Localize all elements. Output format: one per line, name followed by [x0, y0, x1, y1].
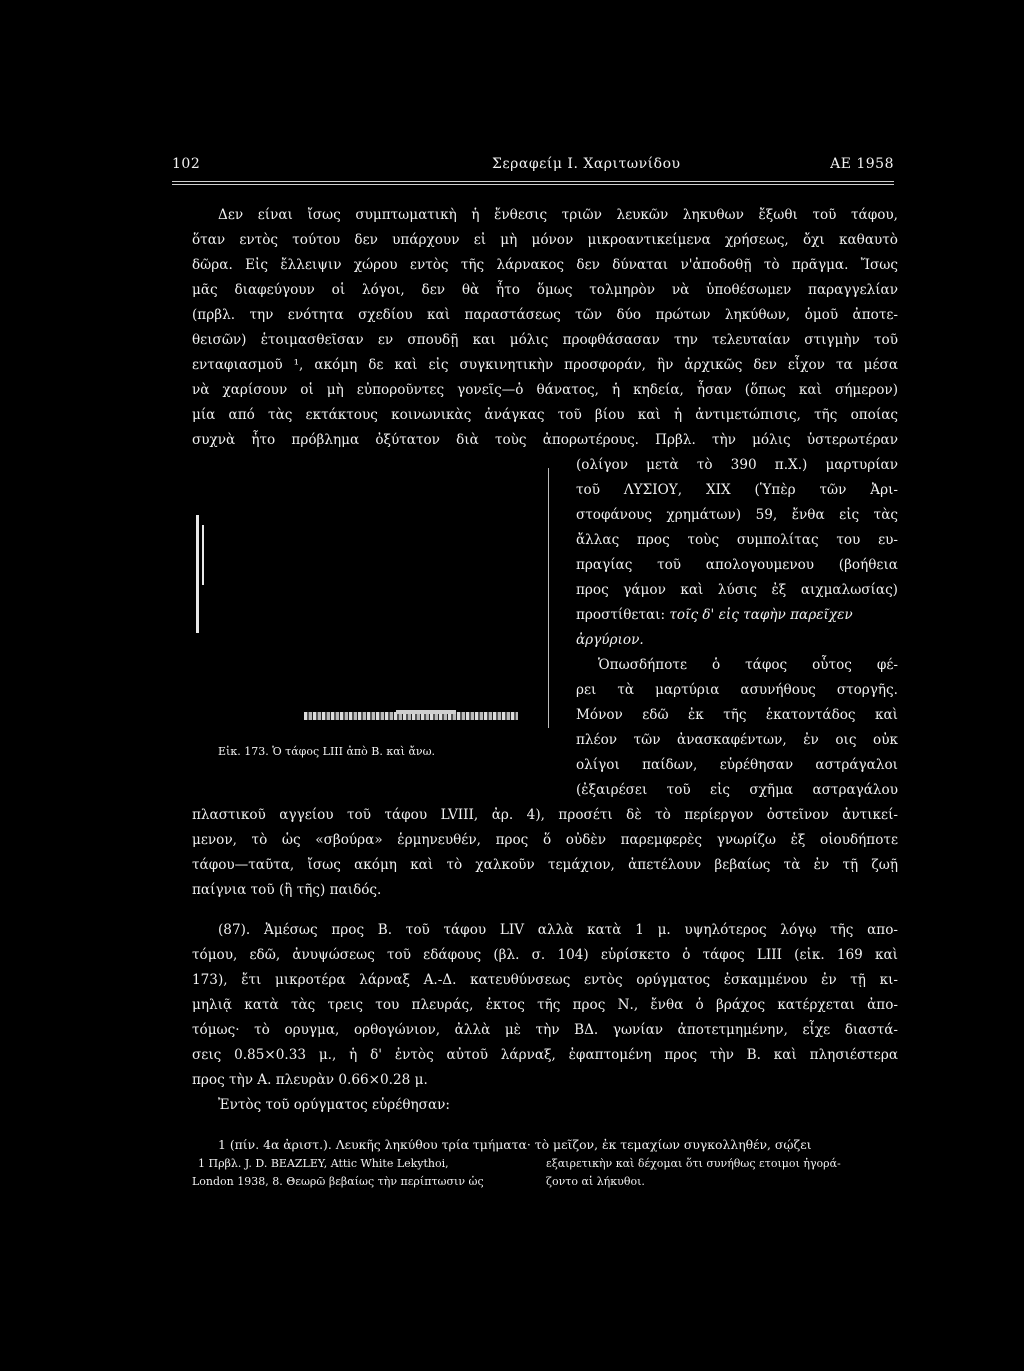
text-line: δῶρα. Εἰς ἔλλειψιν χώρου εντὸς τῆς λάρνακος δεν δύναται ν'ἀποδοθῇ τὸ πρᾶγμα. Ἴσως — [192, 257, 898, 273]
running-journal: ΑΕ 1958 — [830, 156, 894, 172]
text-line: συχνὰ ἦτο πρόβλημα ὀξύτατον διὰ τοὺς ἀπορωτέρους. Πρβλ. τὴν μόλις ὑστερωτέραν — [192, 432, 898, 448]
column-line — [576, 630, 898, 650]
figure-photo-ground — [396, 710, 456, 714]
header-rule-double — [172, 184, 894, 185]
quotation-italic-end: ἀργύριον. — [576, 632, 644, 648]
text-line: μενον, τὸ ὡς «σβούρα» ἑρμηνευθέν, προς ὅ οὐδὲν παρεμφερὲς γνωρίζω ἐξ οἱουδήποτε — [192, 832, 898, 848]
figure-173-photo — [196, 515, 526, 730]
text-line: ὅταν εντὸς τούτου δεν υπάρχουν εἰ μὴ μόνον μικροαντικείμενα χρήσεως, ὄχι καθαυτὸ — [192, 232, 898, 248]
header-rule — [172, 181, 894, 182]
text-line: προς τὴν Α. πλευρὰν 0.66×0.28 μ. — [192, 1072, 428, 1088]
text-line: πλαστικοῦ αγγείου τοῦ τάφου LVIII, ἀρ. 4), προσέτι δὲ τὸ περίεργον ὀστεῖνον ἀντικεί- — [192, 807, 898, 823]
journal-page — [168, 150, 898, 1210]
text-line: τόμου, εδῶ, ἀνυψώσεως τοῦ εδάφους (βλ. σ. 104) εὑρίσκετο ὁ τάφος LIII (εἰκ. 169 καὶ — [192, 947, 898, 963]
column-line: (ἐξαιρέσει τοῦ εἰς σχῆμα αστραγάλου — [576, 782, 898, 798]
text-line: ενταφιασμοῦ ¹, ακόμη δε καὶ εἰς συγκινητικὴν προσφοράν, ἣν ἀρχικῶς δεν εἶχον τα μέσα — [192, 357, 898, 373]
column-line-start: προστίθεται: — [576, 607, 670, 623]
figure-caption: Εἰκ. 173. Ὁ τάφος LIII ἀπὸ Β. καὶ ἄνω. — [218, 745, 436, 758]
column-line: Ὁπωσδήποτε ὁ τάφος οὗτος φέ- — [598, 657, 898, 673]
column-line: τοῦ ΛΥΣΙΟΥ, XIX (Ὑπὲρ τῶν Ἀρι- — [576, 482, 898, 498]
catalog-item: 1 (πίν. 4α ἀριστ.). Λευκῆς ληκύθου τρία τμήματα· τὸ μεῖζον, ἐκ τεμαχίων συγκολληθέν, σῴζει — [218, 1137, 812, 1152]
text-line: μηλιᾷ κατὰ τὰς τρεις του πλευράς, ἐκτος τῆς προς Ν., ἔνθα ὁ βράχος κατέρχεται ἀπο- — [192, 997, 898, 1013]
figure-photo-edge — [202, 525, 204, 585]
running-header — [172, 156, 894, 180]
text-line: παίγνια τοῦ (ἢ τῆς) παιδός. — [192, 882, 382, 898]
column-line: ολίγοι παίδων, εὑρέθησαν αστράγαλοι — [576, 757, 898, 773]
text-line: σεις 0.85×0.33 μ., ἡ δ' ἐντὸς αὐτοῦ λάρναξ, ἐφαπτομένη προς τὴν Β. καὶ πλησιέστερα — [192, 1047, 898, 1063]
text-line: τόμως· τὸ ορυγμα, ορθογώνιον, ἀλλὰ μὲ τὴν ΒΔ. γωνίαν ἀποτετμημένην, εἶχε διαστά- — [192, 1022, 898, 1038]
quotation-italic: τοῖς δ' εἰς ταφὴν παρεῖχεν — [669, 607, 853, 623]
column-line — [576, 605, 898, 625]
text-line: Ἐντὸς τοῦ ορύγματος εὑρέθησαν: — [218, 1097, 450, 1113]
column-line: ρει τὰ μαρτύρια ασυνήθους στοργῆς. — [576, 682, 898, 698]
running-author: Σεραφείμ Ι. Χαριτωνίδου — [492, 156, 681, 172]
column-line: (ολίγον μετὰ τὸ 390 π.Χ.) μαρτυρίαν — [576, 457, 898, 473]
text-line: θεισῶν) ἑτοιμασθεῖσαν εν σπουδῇ και μόλις προφθάσασαν την τελευταίαν στιγμὴν τοῦ — [192, 332, 898, 348]
text-line: 173), ἔτι μικροτέρα λάρναξ Α.-Δ. κατευθύνσεως εντὸς ορύγματος ἐσκαμμένου ἐν τῇ κι- — [192, 972, 898, 988]
footnote-line: ζοντο αἱ λήκυθοι. — [546, 1175, 645, 1188]
text-line: (87). Ἀμέσως προς Β. τοῦ τάφου LIV αλλὰ κατὰ 1 μ. υψηλότερος λόγῳ τῆς απο- — [218, 922, 898, 938]
footnote-line: London 1938, 8. Θεωρῶ βεβαίως τὴν περίπτωσιν ὡς — [192, 1175, 484, 1188]
footnote-line: 1 Πρβλ. J. D. BEAZLEY, Attic White Lekythoi, — [198, 1157, 449, 1170]
column-line: προς γάμον καὶ λύσις ἐξ αιχμαλωσίας) — [576, 582, 898, 598]
column-line: πραγίας τοῦ απολογουμενου (βοήθεια — [576, 557, 898, 573]
column-line: στοφάνους χρημάτων) 59, ἔνθα εἰς τὰς — [576, 507, 898, 523]
page-number: 102 — [172, 156, 201, 172]
column-line: πλέον τῶν ἀνασκαφέντων, ἐν οις οὐκ — [576, 732, 898, 748]
text-line: (πρβλ. την ενότητα σχεδίου καὶ παραστάσεως τῶν δύο πρώτων ληκύθων, ὁμοῦ ἀποτε- — [192, 307, 898, 323]
column-line: ἄλλας προς τοὺς συμπολίτας του ευ- — [576, 532, 898, 548]
text-line: τάφου—ταῦτα, ἴσως ακόμη καὶ τὸ χαλκοῦν τεμάχιον, ἀπετέλουν βεβαίως τὰ ἐν τῇ ζωῇ — [192, 857, 898, 873]
text-line: νὰ χαρίσουν οἱ μὴ εὐποροῦντες γονεῖς—ὁ θάνατος, ἡ κηδεία, ἦσαν (ὅπως καὶ σήμερον) — [192, 382, 898, 398]
text-line: Δεν είναι ἴσως συμπτωματικὴ ἡ ἔνθεσις τριῶν λευκῶν ληκυθων ἔξωθι τοῦ τάφου, — [218, 207, 898, 223]
text-line: μία από τὰς εκτάκτους κοινωνικὰς ἀνάγκας τοῦ βίου καὶ ἡ ἀντιμετώπισις, τῆς οποίας — [192, 407, 898, 423]
text-line: μᾶς διαφεύγουν οἱ λόγοι, δεν θὰ ἦτο ὅμως τολμηρὸν νὰ ὑποθέσωμεν παραγγελίαν — [192, 282, 898, 298]
column-line: Μόνον εδῶ ἐκ τῆς ἑκατοντάδος καὶ — [576, 707, 898, 723]
column-rule — [548, 468, 549, 728]
figure-photo-edge — [196, 515, 199, 633]
footnote-line: εξαιρετικὴν καὶ δέχομαι ὅτι συνήθως ετοιμοι ἠγορά- — [546, 1157, 841, 1170]
